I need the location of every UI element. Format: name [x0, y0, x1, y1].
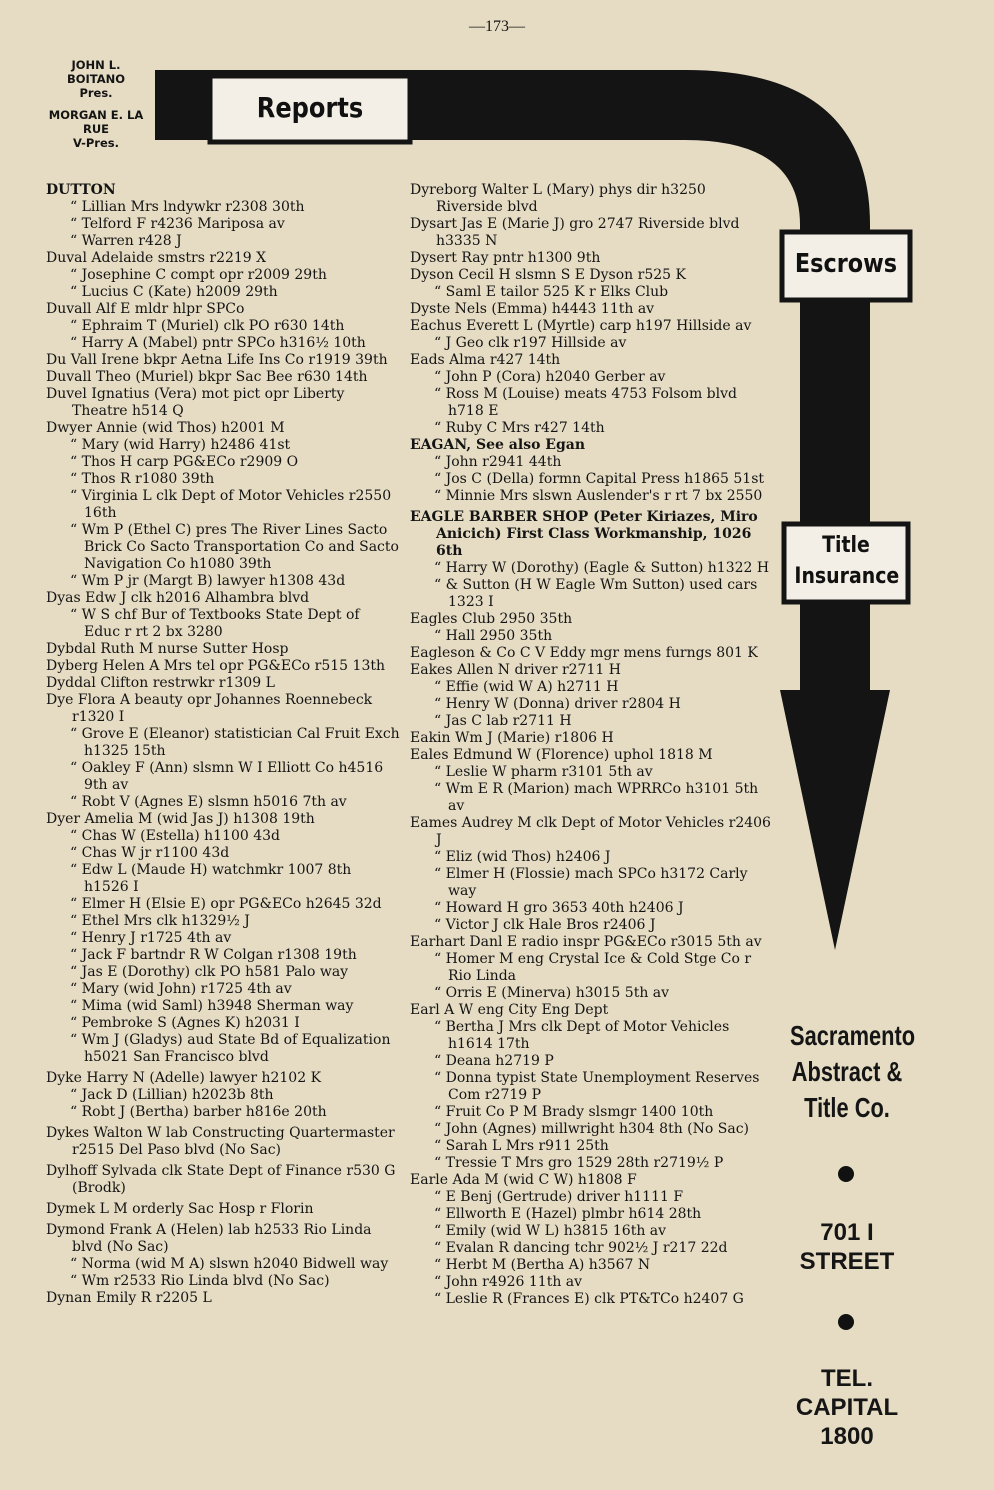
directory-entry: “ Ephraim T (Muriel) clk PO r630 14th: [70, 318, 345, 334]
ad-company-name: Sacramento Abstract & Title Co.: [790, 1020, 916, 1123]
directory-entry: “ Pembroke S (Agnes K) h2031 I: [70, 1015, 300, 1031]
directory-entry: “ Warren r428 J: [70, 233, 182, 249]
directory-entry: “ Harry W (Dorothy) (Eagle & Sutton) h1322 H: [434, 560, 770, 576]
directory-entry: “ Mary (wid John) r1725 4th av: [70, 981, 292, 997]
directory-entry: “ Orris E (Minerva) h3015 5th av: [434, 985, 670, 1001]
directory-entry: “ Howard H gro 3653 40th h2406 J: [434, 900, 684, 916]
directory-entry: Dyer Amelia M (wid Jas J) h1308 19th: [46, 811, 315, 827]
directory-entry: “ Effie (wid W A) h2711 H: [434, 679, 619, 695]
directory-entry: Eagleson & Co C V Eddy mgr mens furngs 801 K: [410, 645, 758, 661]
directory-entry: “ Emily (wid W L) h3815 16th av: [434, 1223, 667, 1239]
ad-telephone: TEL. CAPITAL 1800: [795, 1365, 899, 1450]
directory-entry: “ Donna typist State Unemployment Reserves Com r2719 P: [434, 1070, 760, 1103]
directory-entry: “ Jack F bartndr R W Colgan r1308 19th: [70, 947, 357, 963]
directory-entry: Duvel Ignatius (Vera) mot pict opr Liberty Theatre h514 Q: [46, 386, 345, 419]
directory-entry: “ Wm r2533 Rio Linda blvd (No Sac): [70, 1273, 330, 1289]
directory-column-left: [46, 182, 400, 1307]
directory-entry: “ Ross M (Louise) meats 4753 Folsom blvd h718 E: [434, 386, 737, 419]
directory-entry: “ Norma (wid M A) slswn h2040 Bidwell way: [70, 1256, 389, 1272]
directory-entry: Dybdal Ruth M nurse Sutter Hosp: [46, 641, 289, 657]
vp-title: V-Pres.: [73, 136, 119, 150]
escrows-label: Escrows: [794, 249, 898, 279]
directory-entry: “ John r2941 44th: [434, 454, 562, 470]
directory-entry: Dwyer Annie (wid Thos) h2001 M: [46, 420, 285, 436]
directory-entry: Eames Audrey M clk Dept of Motor Vehicles r2406 J: [410, 815, 771, 848]
directory-entry: “ Ellworth E (Hazel) plmbr h614 28th: [434, 1206, 702, 1222]
bullet-dot: [838, 1314, 854, 1330]
directory-entry: Earl A W eng City Eng Dept: [410, 1002, 609, 1018]
directory-entry: “ Lucius C (Kate) h2009 29th: [70, 284, 278, 300]
directory-entry: Dylhoff Sylvada clk State Dept of Finance r530 G (Brodk): [46, 1163, 396, 1196]
directory-entry: Dymond Frank A (Helen) lab h2533 Rio Linda blvd (No Sac): [46, 1222, 372, 1255]
directory-entry: “ Victor J clk Hale Bros r2406 J: [434, 917, 656, 933]
directory-entry: “ Leslie R (Frances E) clk PT&TCo h2407 G: [434, 1291, 744, 1307]
directory-entry: “ Robt V (Agnes E) slsmn h5016 7th av: [70, 794, 347, 810]
directory-entry: “ Eliz (wid Thos) h2406 J: [434, 849, 611, 865]
directory-entry: Dynan Emily R r2205 L: [46, 1290, 212, 1306]
directory-entry: “ Edw L (Maude H) watchmkr 1007 8th h1526 I: [70, 862, 352, 895]
directory-entry: “ Evalan R dancing tchr 902½ J r217 22d: [434, 1240, 728, 1256]
ad-address: 701 I STREET: [799, 1219, 895, 1275]
directory-entry: “ Thos R r1080 39th: [70, 471, 215, 487]
directory-entry: “ Harry A (Mabel) pntr SPCo h316½ 10th: [70, 335, 366, 351]
directory-entry: “ Homer M eng Crystal Ice & Cold Stge Co r Rio Linda: [434, 951, 752, 984]
directory-entry: “ Mary (wid Harry) h2486 41st: [70, 437, 291, 453]
directory-entry: Eads Alma r427 14th: [410, 352, 561, 368]
directory-entry: “ Jack D (Lillian) h2023b 8th: [70, 1087, 274, 1103]
vp-name: MORGAN E. LA RUE: [48, 108, 144, 136]
directory-entry: “ John r4926 11th av: [434, 1274, 583, 1290]
directory-entry: “ W S chf Bur of Textbooks State Dept of Educ r rt 2 bx 3280: [70, 607, 360, 640]
directory-entry: “ John P (Cora) h2040 Gerber av: [434, 369, 666, 385]
directory-entry: Duvall Alf E mldr hlpr SPCo: [46, 301, 245, 317]
directory-entry: “ Leslie W pharm r3101 5th av: [434, 764, 653, 780]
directory-column-right: [410, 182, 772, 1308]
directory-entry: “ Henry J r1725 4th av: [70, 930, 232, 946]
directory-entry: “ Henry W (Donna) driver r2804 H: [434, 696, 681, 712]
directory-entry: Dymek L M orderly Sac Hosp r Florin: [46, 1201, 314, 1217]
president-name: JOHN L. BOITANO: [66, 58, 126, 86]
directory-entry: Dye Flora A beauty opr Johannes Roennebeck r1320 I: [46, 692, 373, 725]
directory-entry: “ Minnie Mrs slswn Auslender's r rt 7 bx 2550: [434, 488, 763, 504]
directory-entry: EAGAN, See also Egan: [410, 437, 585, 453]
directory-entry: “ J Geo clk r197 Hillside av: [434, 335, 627, 351]
directory-entry: “ Elmer H (Flossie) mach SPCo h3172 Carly way: [434, 866, 748, 899]
directory-entry: Dysart Jas E (Marie J) gro 2747 Riverside blvd h3335 N: [410, 216, 740, 249]
directory-entry: Eakes Allen N driver r2711 H: [410, 662, 621, 678]
directory-entry: Eachus Everett L (Myrtle) carp h197 Hillside av: [410, 318, 752, 334]
directory-entry: “ & Sutton (H W Eagle Wm Sutton) used cars 1323 I: [434, 577, 758, 610]
directory-entry: “ Chas W jr r1100 43d: [70, 845, 230, 861]
directory-entry: “ Saml E tailor 525 K r Elks Club: [434, 284, 669, 300]
directory-entry: DUTTON: [46, 182, 116, 198]
directory-entry: Eales Edmund W (Florence) uphol 1818 M: [410, 747, 713, 763]
page-number: —173—: [469, 18, 525, 35]
directory-entry: “ Grove E (Eleanor) statistician Cal Fruit Exch h1325 15th: [70, 726, 400, 759]
directory-entry: Dyste Nels (Emma) h4443 11th av: [410, 301, 655, 317]
directory-entry: “ Wm E R (Marion) mach WPRRCo h3101 5th av: [434, 781, 759, 814]
directory-entry: “ Jos C (Della) formn Capital Press h1865 51st: [434, 471, 765, 487]
directory-entry: “ Lillian Mrs lndywkr r2308 30th: [70, 199, 305, 215]
directory-entry: “ John (Agnes) millwright h304 8th (No Sac): [434, 1121, 749, 1137]
directory-entry: “ Robt J (Bertha) barber h816e 20th: [70, 1104, 327, 1120]
directory-entry: “ Sarah L Mrs r911 25th: [434, 1138, 609, 1154]
directory-entry: Dysert Ray pntr h1300 9th: [410, 250, 601, 266]
directory-entry: “ Deana h2719 P: [434, 1053, 554, 1069]
directory-entry: “ Wm J (Gladys) aud State Bd of Equalization h5021 San Francisco blvd: [70, 1032, 391, 1065]
directory-entry: Dyreborg Walter L (Mary) phys dir h3250 Riverside blvd: [410, 182, 706, 215]
directory-entry: “ Josephine C compt opr r2009 29th: [70, 267, 327, 283]
directory-entry: Dykes Walton W lab Constructing Quartermaster r2515 Del Paso blvd (No Sac): [46, 1125, 395, 1158]
directory-entry: EAGLE BARBER SHOP (Peter Kiriazes, Miro Anicich) First Class Workmanship, 1026 6th: [410, 509, 758, 559]
directory-entry: Earhart Danl E radio inspr PG&ECo r3015 5th av: [410, 934, 762, 950]
directory-entry: Duvall Theo (Muriel) bkpr Sac Bee r630 14th: [46, 369, 368, 385]
directory-entry: Dyberg Helen A Mrs tel opr PG&ECo r515 13th: [46, 658, 386, 674]
directory-entry: “ Mima (wid Saml) h3948 Sherman way: [70, 998, 354, 1014]
directory-entry: Eakin Wm J (Marie) r1806 H: [410, 730, 614, 746]
directory-entry: “ Jas E (Dorothy) clk PO h581 Palo way: [70, 964, 349, 980]
directory-entry: Earle Ada M (wid C W) h1808 F: [410, 1172, 637, 1188]
directory-entry: “ Oakley F (Ann) slsmn W I Elliott Co h4516 9th av: [70, 760, 384, 793]
directory-entry: “ Fruit Co P M Brady slsmgr 1400 10th: [434, 1104, 714, 1120]
directory-entry: Eagles Club 2950 35th: [410, 611, 573, 627]
directory-entry: “ Jas C lab r2711 H: [434, 713, 572, 729]
bullet-dot: [838, 1166, 854, 1182]
directory-entry: “ Chas W (Estella) h1100 43d: [70, 828, 281, 844]
directory-entry: “ Bertha J Mrs clk Dept of Motor Vehicles h1614 17th: [434, 1019, 730, 1052]
directory-entry: “ Telford F r4236 Mariposa av: [70, 216, 285, 232]
directory-entry: “ Wm P (Ethel C) pres The River Lines Sacto Brick Co Sacto Transportation Co and Sacto Navigation Co h1080 39th: [70, 522, 399, 572]
directory-entry: “ Hall 2950 35th: [434, 628, 553, 644]
directory-entry: “ Ethel Mrs clk h1329½ J: [70, 913, 250, 929]
directory-entry: Dyson Cecil H slsmn S E Dyson r525 K: [410, 267, 686, 283]
title-insurance-label: Title Insurance: [794, 533, 900, 589]
directory-entry: Dyddal Clifton restrwkr r1309 L: [46, 675, 275, 691]
directory-entry: “ Wm P jr (Margt B) lawyer h1308 43d: [70, 573, 346, 589]
directory-entry: Dyas Edw J clk h2016 Alhambra blvd: [46, 590, 310, 606]
directory-entry: “ Tressie T Mrs gro 1529 28th r2719½ P: [434, 1155, 724, 1171]
directory-entry: “ Virginia L clk Dept of Motor Vehicles r2550 16th: [70, 488, 392, 521]
directory-entry: “ Ruby C Mrs r427 14th: [434, 420, 605, 436]
directory-entry: “ Herbt M (Bertha A) h3567 N: [434, 1257, 651, 1273]
president-title: Pres.: [79, 86, 113, 100]
directory-entry: Du Vall Irene bkpr Aetna Life Ins Co r1919 39th: [46, 352, 388, 368]
directory-entry: “ Thos H carp PG&ECo r2909 O: [70, 454, 299, 470]
directory-entry: “ E Benj (Gertrude) driver h1111 F: [434, 1189, 684, 1205]
directory-entry: Duval Adelaide smstrs r2219 X: [46, 250, 267, 266]
reports-label: Reports: [256, 91, 364, 124]
directory-entry: Dyke Harry N (Adelle) lawyer h2102 K: [46, 1070, 322, 1086]
directory-entry: “ Elmer H (Elsie E) opr PG&ECo h2645 32d: [70, 896, 382, 912]
